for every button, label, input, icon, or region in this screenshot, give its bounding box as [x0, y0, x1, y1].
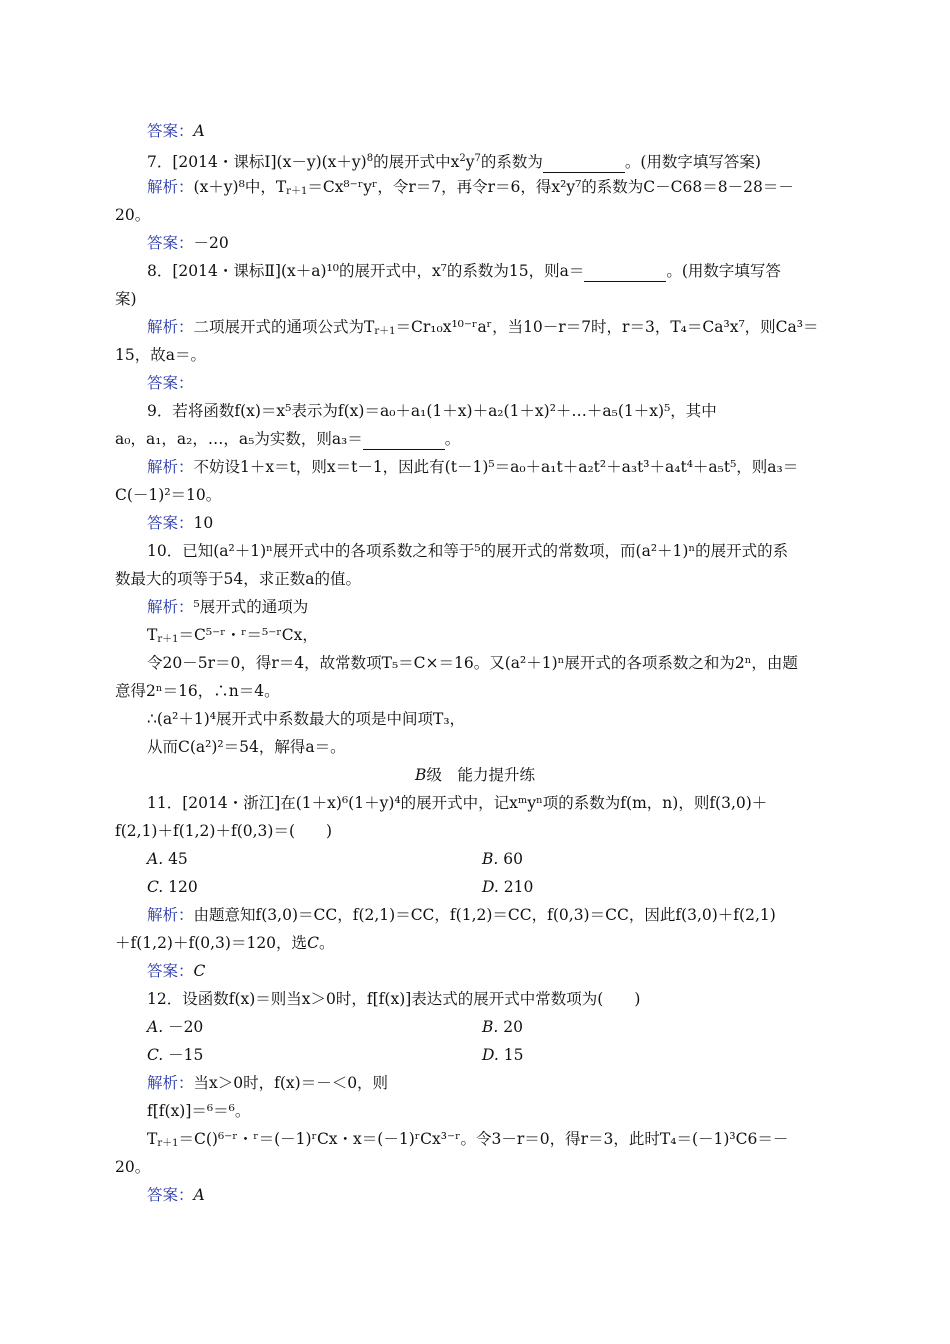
solution-label: 解析： [147, 318, 194, 336]
solution-text: ＝Cr₁₀x¹⁰⁻ʳaʳ，当10－r＝7时，r＝3，T₄＝Ca³x⁷，则Ca³＝ [395, 318, 819, 336]
q7-stem-part: 的系数为 [480, 153, 543, 171]
option-text: 60 [503, 850, 523, 868]
option-text: －15 [168, 1046, 204, 1064]
solution-text: ＝C⁵⁻ʳ・ʳ＝⁵⁻ʳCx， [178, 626, 318, 644]
option-text: 20 [503, 1018, 523, 1036]
answer-label: 答案： [147, 1186, 194, 1204]
question-12-text: 12．设函数f(x)＝则当x＞0时，f[f(x)]表达式的展开式中常数项为( ) [147, 990, 641, 1008]
q12-solution-line [147, 1129, 788, 1154]
q9-stem-part: a₀，a₁，a₂，…，a₅为实数，则a₃＝ [115, 430, 363, 448]
q7-stem-part: y [465, 153, 475, 171]
solution-text: T [147, 626, 158, 644]
answer-label: 答案： [147, 234, 194, 252]
solution-text: ⁵展开式的通项为 [193, 598, 309, 616]
solution-choice: C [307, 934, 319, 952]
option-label: A. [147, 850, 164, 868]
q12-solution-line: 20。 [115, 1158, 151, 1176]
q10-solution-line: 令20－5r＝0，得r＝4，故常数项T₅＝C×＝16。又(a²＋1)ⁿ展开式的各项系数之和为2ⁿ，由题 [147, 654, 798, 672]
option-label: C. [147, 1046, 164, 1064]
q8-solution-line: 15，故a＝。 [115, 346, 206, 364]
solution-label: 解析： [147, 458, 194, 476]
q9-solution-line: C(－1)²＝10。 [115, 486, 222, 504]
q11-answer-line [147, 961, 205, 981]
option-text: 210 [503, 878, 534, 896]
answer-label: 答案： [147, 962, 194, 980]
section-title: 级 能力提升练 [426, 766, 535, 784]
q10-solution-line [147, 597, 308, 617]
option-label: B. [482, 850, 499, 868]
q11-option-a [147, 849, 188, 869]
answer-blank [543, 152, 625, 173]
option-label: D. [482, 878, 499, 896]
solution-text: 不妨设1＋x＝t，则x＝t－1，因此有(t－1)⁵＝a₀＋a₁t＋a₂t²＋a₃t³＋a₄t⁴＋a₅t⁵，则a₃＝ [193, 458, 799, 476]
question-11-text: 11．[2014・浙江]在(1＋x)⁶(1＋y)⁴的展开式中，记xᵐyⁿ项的系数为f(m，n)，则f(3,0)＋ [147, 794, 768, 812]
q10-solution-line: ∴(a²＋1)⁴展开式中系数最大的项是中间项T₃， [147, 710, 466, 728]
question-10-text: 10．已知(a²＋1)ⁿ展开式中的各项系数之和等于⁵的展开式的常数项，而(a²＋1)ⁿ的展开式的系 [147, 542, 789, 560]
q11-option-c [147, 877, 198, 897]
answer-label: 答案： [147, 122, 194, 140]
section-level: B [415, 766, 427, 784]
q8-stem-part: 8．[2014・课标Ⅱ](x＋a)¹⁰的展开式中，x⁷的系数为15，则a＝ [147, 262, 585, 280]
section-heading [0, 765, 950, 785]
question-11-text: f(2,1)＋f(1,2)＋f(0,3)＝( ) [115, 822, 333, 840]
option-text: 15 [503, 1046, 524, 1064]
q12-solution-line [147, 1073, 388, 1093]
q9-solution-line [147, 457, 798, 477]
q12-option-c [147, 1045, 203, 1065]
q7-exponent: 8 [366, 153, 374, 164]
q7-stem-part: 的展开式中x [373, 153, 460, 171]
solution-text: ＝Cx⁸⁻ʳyʳ，令r＝7，再令r＝6，得x²y⁷的系数为C－C68＝8－28＝－ [307, 178, 794, 196]
question-9-text: 9．若将函数f(x)＝x⁵表示为f(x)＝a₀＋a₁(1＋x)＋a₂(1＋x)²＋…＋a₅(1＋x)⁵，其中 [147, 402, 717, 420]
solution-text: 。 [318, 934, 335, 952]
question-10-text: 数最大的项等于54，求正数a的值。 [115, 570, 361, 588]
option-text: 45 [168, 850, 188, 868]
answer-label: 答案： [147, 374, 194, 392]
answer-value: －20 [193, 234, 229, 252]
q9-answer-line [147, 513, 213, 533]
q10-solution-line: 从而C(a²)²＝54，解得a＝。 [147, 738, 346, 756]
q12-answer-line [147, 1185, 205, 1205]
q11-solution-line [115, 933, 334, 953]
q9-stem-part: 。 [444, 430, 461, 448]
q11-option-b [482, 849, 523, 869]
answer-value: C [193, 962, 206, 980]
q12-solution-line: f[f(x)]＝⁶＝⁶。 [147, 1102, 251, 1120]
q7-exponent: 7 [474, 153, 481, 164]
answer-value: A [193, 122, 205, 140]
solution-text: 当x＞0时，f(x)＝－＜0，则 [193, 1074, 389, 1092]
question-8-text [147, 261, 781, 282]
q7-solution-line: 20。 [115, 206, 151, 224]
solution-text: 二项展开式的通项公式为T [193, 318, 375, 336]
question-9-text [115, 429, 460, 450]
subscript: r＋1 [157, 1138, 179, 1149]
q10-solution-line [147, 625, 318, 650]
option-text: －20 [168, 1018, 204, 1036]
q11-option-d [482, 877, 533, 897]
q10-solution-line: 意得2ⁿ＝16，∴n＝4。 [115, 682, 280, 700]
q12-option-d [482, 1045, 523, 1065]
answer-line [147, 121, 205, 141]
answer-value: 10 [193, 514, 214, 532]
answer-blank [584, 261, 666, 282]
option-label: B. [482, 1018, 499, 1036]
question-7-text [147, 149, 761, 173]
solution-label: 解析： [147, 598, 194, 616]
q12-option-a [147, 1017, 203, 1037]
option-label: C. [147, 878, 164, 896]
question-8-text: 案) [115, 290, 137, 308]
answer-value: A [193, 1186, 205, 1204]
answer-blank [363, 429, 445, 450]
option-label: A. [147, 1018, 164, 1036]
q7-answer-line [147, 233, 229, 253]
q7-stem-part: 7．[2014・课标Ⅰ](x－y)(x＋y) [147, 153, 367, 171]
q7-stem-part: 。(用数字填写答案) [624, 153, 761, 171]
solution-text: 由题意知f(3,0)＝CC，f(2,1)＝CC，f(1,2)＝CC，f(0,3)＝CC，因此f(3,0)＋f(2,1) [193, 906, 776, 924]
q8-solution-line [147, 317, 818, 342]
subscript: r＋1 [157, 634, 179, 645]
solution-text: ＝C()⁶⁻ʳ・ʳ＝(－1)ʳCx・x＝(－1)ʳCx³⁻ʳ。令3－r＝0，得r＝3，此时T₄＝(－1)³C6＝－ [178, 1130, 789, 1148]
option-label: D. [482, 1046, 499, 1064]
solution-label: 解析： [147, 1074, 194, 1092]
subscript: r＋1 [286, 186, 308, 197]
q7-exponent: 2 [459, 153, 466, 164]
solution-label: 解析： [147, 906, 194, 924]
option-text: 120 [168, 878, 198, 896]
solution-text: T [147, 1130, 158, 1148]
answer-label: 答案： [147, 514, 194, 532]
q12-option-b [482, 1017, 523, 1037]
q7-solution-line [147, 177, 794, 202]
q8-stem-part: 。(用数字填写答 [666, 262, 781, 280]
solution-text: (x＋y)⁸中，T [193, 178, 287, 196]
solution-label: 解析： [147, 178, 194, 196]
subscript: r＋1 [374, 326, 396, 337]
q11-solution-line [147, 905, 776, 925]
solution-text: ＋f(1,2)＋f(0,3)＝120，选 [115, 934, 308, 952]
q8-answer-line [147, 373, 194, 393]
